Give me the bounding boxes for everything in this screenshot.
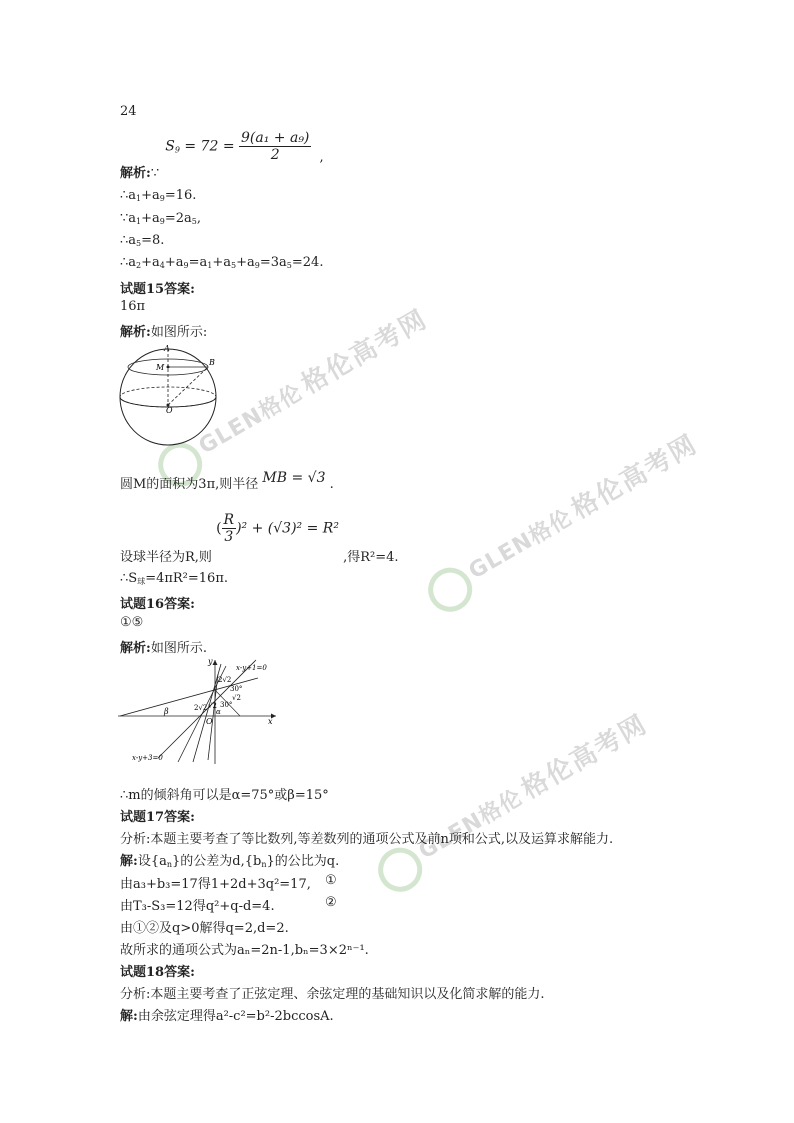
label-line1: x-y+1=0 bbox=[236, 664, 267, 672]
q17-jie: 解:设$\{a_n\}$的公差为$d,\{b_n\}$的公比为q. bbox=[120, 854, 340, 869]
label-r2d: √2 bbox=[208, 702, 217, 710]
label-r2a: 2√2 bbox=[218, 676, 232, 684]
label-alpha: α bbox=[216, 708, 221, 716]
lines-figure bbox=[118, 656, 280, 766]
q16-conclusion: ∴m的倾斜角可以是α=75°或β=15° bbox=[120, 788, 329, 803]
label-y: y bbox=[208, 657, 213, 666]
q16-answer: ①⑤ bbox=[120, 615, 144, 630]
watermark: GLEN格伦 格伦高考网 bbox=[368, 704, 659, 899]
step-line: $\therefore a_1+a_9=16$. bbox=[120, 188, 197, 203]
label-r2b: √2 bbox=[232, 694, 241, 702]
watermark: GLEN格伦 格伦高考网 bbox=[148, 299, 439, 494]
q15-line2: 设球半径为R,则 ( $\frac{R}{3}$ )² + (√3)² = R² ,得R²=4. bbox=[120, 512, 399, 565]
step-line: $\because a_1+a_9=2a_5$, bbox=[120, 211, 202, 226]
because-symbol: ∵ bbox=[150, 165, 160, 181]
label-30b: 30° bbox=[220, 701, 233, 709]
q18-jie: 解:由余弦定理得a²-c²=b²-2bccosA. bbox=[120, 1009, 334, 1024]
label-line2: x-y+3=0 bbox=[132, 754, 163, 762]
q14-formula-line: 解析:∵ $S_9 = 72$ = $\frac{\text{9(a₁ + a₉)}}{2}$ , bbox=[120, 130, 324, 181]
q18-heading: 试题18答案: bbox=[120, 965, 195, 980]
watermark: GLEN格伦 格伦高考网 bbox=[418, 424, 709, 619]
step-line: $\therefore a_5=8$. bbox=[120, 233, 165, 248]
formula: $S_9 = 72$ = $\frac{\text{9(a₁ + a₉)}}{2}$ bbox=[165, 130, 310, 163]
jiexi-label: 解析: bbox=[120, 165, 151, 181]
q15-line3: $\therefore S_球=4\pi R^2=16\pi$. bbox=[120, 571, 229, 586]
q15-heading: 试题15答案: bbox=[120, 282, 195, 297]
q17-eq2-mark: ② bbox=[325, 895, 337, 910]
label-beta: β bbox=[164, 707, 169, 716]
sphere-equation: ( $\frac{R}{3}$ )² + (√3)² = R² bbox=[216, 512, 339, 545]
step-line: $\therefore a_2+a_4+a_9=a_1+a_5+a_9=3a_5=24$. bbox=[120, 255, 324, 270]
q17-solve: 由①②及q>0解得q=2,d=2. bbox=[120, 921, 289, 936]
q17-heading: 试题17答案: bbox=[120, 810, 195, 825]
q17-eq2: 由T₃-S₃=12得q²+q-d=4. bbox=[120, 899, 275, 914]
q17-eq1: 由a₃+b₃=17得1+2d+3q²=17, bbox=[120, 877, 311, 892]
q18-analysis: 分析:本题主要考查了正弦定理、余弦定理的基础知识以及化简求解的能力. bbox=[120, 987, 545, 1002]
label-r2c: 2√2 bbox=[194, 704, 208, 712]
q15-jiexi: 解析:如图所示: bbox=[120, 325, 208, 340]
q15-line1: 圆M的面积为3π,则半径 MB = √3 . bbox=[120, 470, 334, 492]
q17-eq1-mark: ① bbox=[325, 873, 337, 888]
label-30a: 30° bbox=[230, 685, 243, 693]
label-o: O bbox=[166, 406, 173, 415]
label-a: A bbox=[164, 345, 170, 353]
label-x: x bbox=[268, 717, 273, 726]
q16-heading: 试题16答案: bbox=[120, 597, 195, 612]
sphere-figure bbox=[116, 345, 222, 451]
q17-analysis: 分析:本题主要考查了等比数列,等差数列的通项公式及前n项和公式,以及运算求解能力. bbox=[120, 832, 614, 847]
label-o: O bbox=[206, 717, 213, 726]
label-m: M bbox=[156, 363, 165, 372]
q16-jiexi: 解析:如图所示. bbox=[120, 641, 207, 656]
label-b: B bbox=[209, 358, 215, 367]
q17-result: 故所求的通项公式为aₙ=2n-1,bₙ=3×2ⁿ⁻¹. bbox=[120, 943, 369, 958]
q15-answer: 16π bbox=[120, 299, 146, 314]
q14-answer: 24 bbox=[120, 104, 137, 119]
